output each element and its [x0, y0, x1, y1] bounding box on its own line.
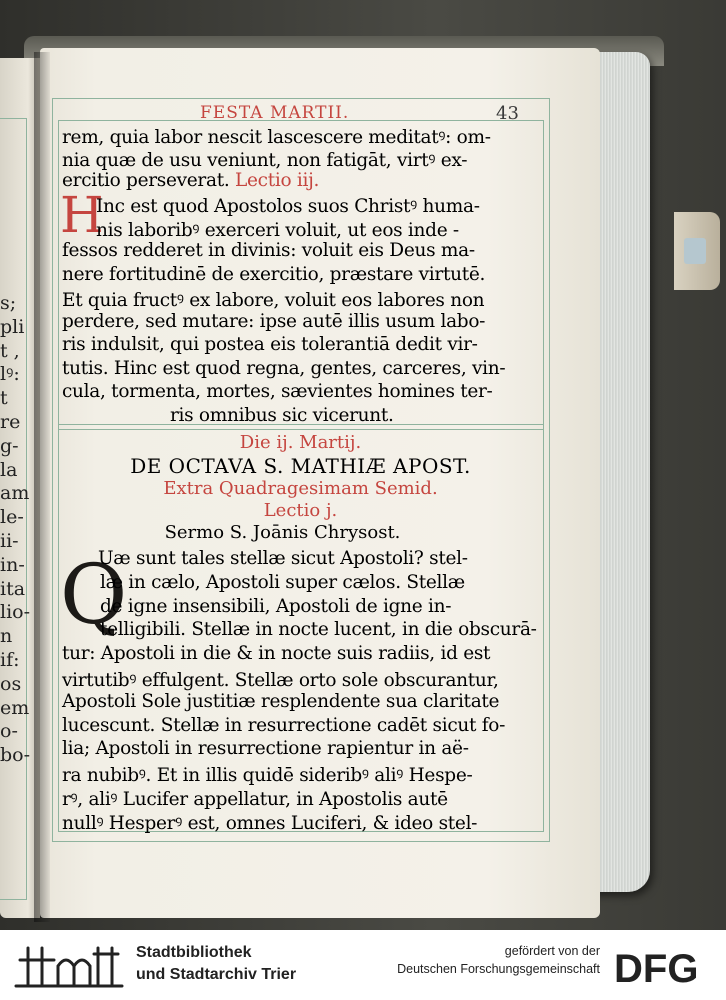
lectio-i-heading: Lectio j.	[263, 500, 338, 521]
text-line: perdere, sed mutare: ipse autē illis usum labo-	[62, 310, 486, 332]
page-number: 43	[496, 103, 519, 124]
text-line: rem, quia labor nescit lascescere meditatꝰ: om-	[62, 127, 491, 148]
bookmark-clip	[684, 238, 706, 264]
left-page-fragment: bo-	[0, 744, 31, 767]
section-divider-double	[58, 429, 543, 430]
left-page-fragment: re	[0, 411, 21, 433]
left-page-fragment: la	[0, 458, 18, 481]
library-name-line1: Stadtbibliothek	[136, 944, 252, 961]
library-name-line2: und Stadtarchiv Trier	[136, 966, 297, 983]
left-page-fragment: le-	[0, 506, 24, 529]
footer-bar	[0, 930, 726, 1000]
octave-heading: DE OCTAVA S. MATHIÆ APOST.	[130, 454, 471, 478]
text-line: cula, tormenta, mortes, sævientes homines ter-	[62, 381, 493, 402]
text-line: tutis. Hinc est quod regna, gentes, carceres, vin-	[62, 357, 506, 379]
dfg-logo-text: DFG	[614, 947, 699, 988]
text-line: ris indulsit, qui postea eis tolerantiā dedit vir-	[62, 334, 478, 355]
left-page-fragment: em	[0, 696, 30, 719]
text-line: rꝰ, aliꝰ Lucifer appellatur, in Apostolis autē	[62, 789, 448, 810]
text-line-content: ercitio perseverat.	[62, 170, 230, 191]
dfg-logo-icon	[612, 944, 716, 988]
rank-heading: Extra Quadragesimam Semid.	[163, 478, 438, 499]
left-page-fragment: s;	[0, 292, 17, 314]
funding-line2: Deutschen Forschungsgemeinschaft	[397, 962, 600, 976]
text-line: læ in cælo, Apostoli super cælos. Stellæ	[100, 571, 465, 593]
date-heading: Die ij. Martij.	[239, 432, 362, 453]
library-logo-icon	[14, 940, 124, 990]
initial-q: Q	[60, 548, 128, 643]
text-line: ris omnibus sic vicerunt.	[170, 404, 394, 426]
book-spine-shadow	[34, 52, 50, 922]
left-page-fragment: t	[0, 387, 8, 410]
left-page-fragment: in-	[0, 553, 25, 576]
text-line: virtutibꝰ effulgent. Stellæ orto sole obscurantur,	[62, 670, 499, 691]
text-line: telligibili. Stellæ in nocte lucent, in die obscurā-	[100, 619, 537, 641]
left-page-fragment: lio-	[0, 601, 31, 624]
text-line: ra nubibꝰ. Et in illis quidē sideribꝰ aliꝰ Hespe-	[62, 765, 473, 787]
funding-line1: gefördert von der	[504, 944, 600, 958]
text-line: de igne insensibili, Apostoli de igne in-	[100, 595, 452, 617]
left-page-fragment: os	[0, 672, 22, 695]
initial-h: H	[60, 186, 104, 244]
text-line: Apostoli Sole justitiæ resplendente sua claritate	[62, 690, 500, 712]
left-page-fragment: ii-	[0, 530, 19, 552]
text-line: nullꝰ Hesperꝰ est, omnes Luciferi, & ideo stel-	[62, 812, 478, 834]
left-page-fragment: am	[0, 482, 30, 505]
text-line: Inc est quod Apostolos suos Christꝰ huma-	[96, 196, 480, 217]
text-line: nia quæ de usu veniunt, non fatigāt, virtꝰ ex-	[62, 150, 468, 171]
left-page-fragment: g-	[0, 434, 19, 457]
sermo-heading: Sermo S. Joānis Chrysost.	[164, 522, 401, 543]
text-line: fessos redderet in divinis: voluit eis Deus ma-	[62, 240, 475, 261]
left-page-fragment: lꝰ:	[0, 363, 20, 386]
left-page-fragment: pli	[0, 315, 25, 338]
left-page-fragment: t ,	[0, 339, 20, 362]
text-line: tur: Apostoli in die & in nocte suis radiis, id est	[62, 643, 491, 665]
text-line: lucescunt. Stellæ in resurrectione cadēt sicut fo-	[62, 714, 506, 736]
text-line: Et quia fructꝰ ex labore, voluit eos labores non	[62, 290, 485, 311]
text-line: nis laboribꝰ exerceri voluit, ut eos inde -	[96, 219, 459, 241]
text-line: lia; Apostoli in resurrectione rapientur in aë-	[62, 738, 469, 760]
left-page-fragment: ita	[0, 577, 26, 600]
text-line: Uæ sunt tales stellæ sicut Apostoli? stel-	[98, 548, 468, 569]
lectio-iii-heading: Lectio iij.	[235, 170, 320, 191]
running-head: FESTA MARTII.	[200, 103, 350, 123]
left-page-fragment: o-	[0, 720, 18, 743]
text-line: nere fortitudinē de exercitio, præstare virtutē.	[62, 263, 486, 285]
left-page-fragment: if:	[0, 649, 20, 671]
left-page-fragment: n	[0, 625, 13, 648]
